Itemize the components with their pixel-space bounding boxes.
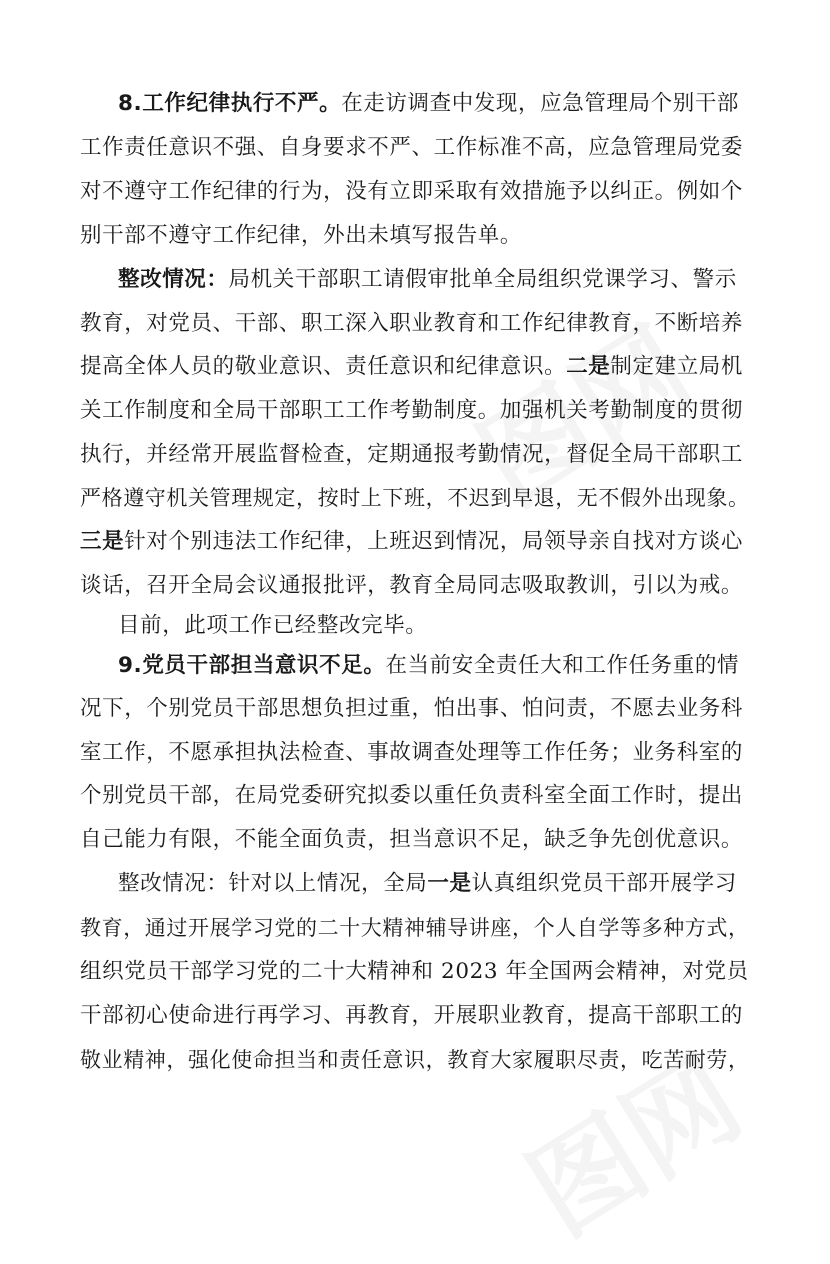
text-run: 提高全体人员的敬业意识、责任意识和纪律意识。 xyxy=(80,354,567,379)
text-line xyxy=(80,695,743,723)
text-run: 认真组织党员干部开展学习 xyxy=(471,871,737,896)
text-line xyxy=(80,739,743,767)
bold-text: 整改情况： xyxy=(118,267,229,292)
text-line xyxy=(80,782,743,810)
text-run: 对不遵守工作纪律的行为，没有立即采取有效措施予以纠正。例如个 xyxy=(80,179,744,204)
text-line xyxy=(80,1002,743,1030)
text-run: 局机关干部职工请假审批单全局组织党课学习、警示 xyxy=(228,267,737,292)
text-line xyxy=(80,353,743,381)
text-line xyxy=(80,484,750,512)
bold-text: 9.党员干部担当意识不足。 xyxy=(118,653,386,678)
text-line xyxy=(80,222,522,250)
text-run: 个别党员干部，在局党委研究拟委以重任负责科室全面工作时，提出 xyxy=(80,783,744,808)
text-run: 整改情况：针对以上情况，全局 xyxy=(118,871,428,896)
text-line xyxy=(80,572,743,600)
text-line xyxy=(118,652,739,680)
text-line xyxy=(80,826,743,854)
text-line xyxy=(80,914,750,942)
bold-text: 三是 xyxy=(80,529,125,554)
text-run: 工作责任意识不强、自身要求不严、工作标准不高，应急管理局党委 xyxy=(80,135,744,160)
text-run: 别干部不遵守工作纪律，外出未填写报告单。 xyxy=(80,223,523,248)
bold-text: 8.工作纪律执行不严。 xyxy=(118,91,342,116)
text-run: 制定建立局机 xyxy=(610,354,744,379)
text-line xyxy=(118,266,737,294)
text-run: 执行，并经常开展监督检查，定期通报考勤情况，督促全局干部职工 xyxy=(80,442,744,467)
text-run: 自己能力有限，不能全面负责，担当意识不足，缺乏争先创优意识。 xyxy=(80,827,744,852)
bold-text: 二是 xyxy=(566,354,611,379)
text-run: 室工作，不愿承担执法检查、事故调查处理等工作任务；业务科室的 xyxy=(80,740,744,765)
text-run: 在当前安全责任大和工作任务重的情 xyxy=(385,653,740,678)
text-run: 况下，个别党员干部思想负担过重，怕出事、怕问责，不愿去业务科 xyxy=(80,696,744,721)
text-line xyxy=(80,310,743,338)
text-line xyxy=(80,178,743,206)
text-run: 目前，此项工作已经整改完毕。 xyxy=(118,613,428,638)
text-line xyxy=(80,134,743,162)
text-line xyxy=(80,958,749,986)
text-line xyxy=(80,1046,750,1074)
text-line xyxy=(80,441,743,469)
text-line xyxy=(80,397,743,425)
text-run: 针对个别违法工作纪律，上班迟到情况，局领导亲自找对方谈心 xyxy=(124,529,744,554)
text-line xyxy=(118,90,739,118)
text-run: 谈话，召开全局会议通报批评，教育全局同志吸取教训，引以为戒。 xyxy=(80,573,744,598)
text-run: 干部初心使命进行再学习、再教育，开展职业教育，提高干部职工的 xyxy=(80,1003,744,1028)
text-run: 关工作制度和全局干部职工工作考勤制度。加强机关考勤制度的贯彻 xyxy=(80,398,744,423)
text-line xyxy=(80,528,743,556)
text-line xyxy=(118,612,427,640)
text-run: 教育，通过开展学习党的二十大精神辅导讲座，个人自学等多种方式， xyxy=(80,916,750,940)
text-run: 敬业精神，强化使命担当和责任意识，教育大家履职尽责，吃苦耐劳， xyxy=(80,1048,750,1072)
text-run: 教育，对党员、干部、职工深入职业教育和工作纪律教育，不断培养 xyxy=(80,311,744,336)
bold-text: 一是 xyxy=(427,871,472,896)
text-line xyxy=(118,870,737,898)
text-run: 组织党员干部学习党的二十大精神和 2023 年全国两会精神，对党员 xyxy=(80,959,749,984)
text-run: 在走访调查中发现，应急管理局个别干部 xyxy=(341,91,740,116)
text-run: 严格遵守机关管理规定，按时上下班，不迟到早退，无不假外出现象。 xyxy=(80,486,750,510)
